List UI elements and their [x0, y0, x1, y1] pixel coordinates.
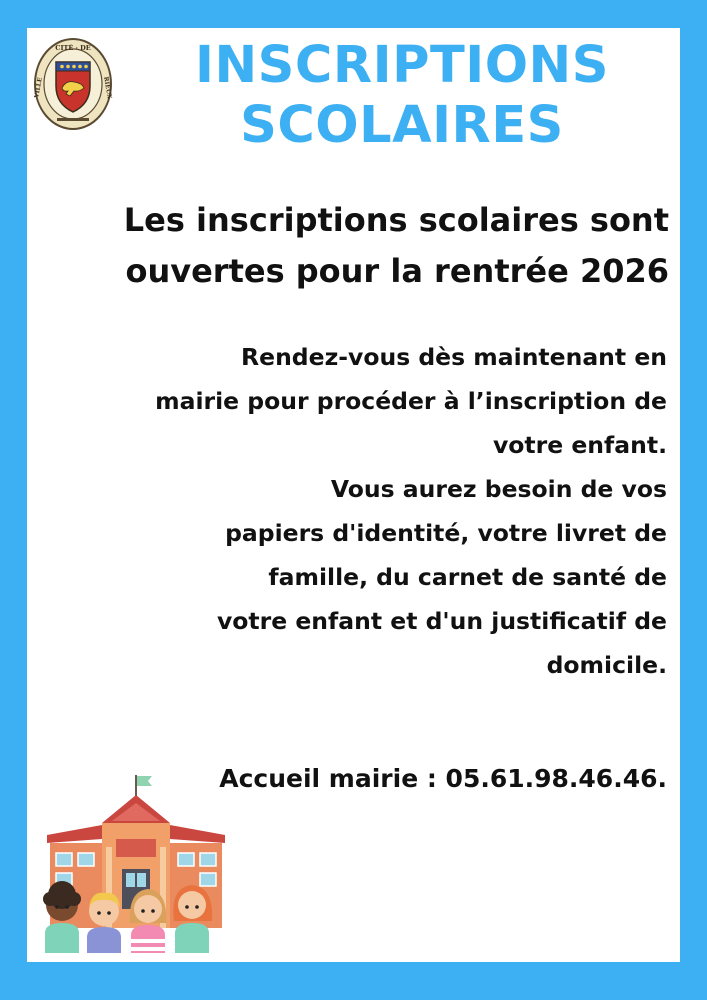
body-line: famille, du carnet de santé de	[268, 563, 667, 591]
school-building-with-children-icon	[43, 775, 225, 953]
municipal-coat-of-arms-icon	[33, 39, 113, 129]
body-line: mairie pour procéder à l’inscription de	[155, 387, 667, 415]
coat-of-arms-seal	[32, 36, 114, 132]
svg-text:CITÉ · DE: CITÉ · DE	[55, 44, 91, 52]
title-line-2: SCOLAIRES	[240, 96, 564, 155]
headline-line-2: ouvertes pour la rentrée 2026	[125, 252, 669, 290]
body-line: votre enfant.	[492, 431, 667, 459]
body-line: Vous aurez besoin de vos	[330, 475, 667, 503]
svg-text:RIEUX: RIEUX	[102, 76, 113, 100]
body-line: votre enfant et d'un justificatif de	[216, 607, 667, 635]
svg-text:VILLE: VILLE	[33, 77, 44, 99]
body-line: domicile.	[546, 651, 667, 679]
body-text	[47, 335, 667, 687]
headline-line-1: Les inscriptions scolaires sont	[123, 201, 669, 239]
contact-phone: Accueil mairie : 05.61.98.46.46.	[219, 764, 667, 793]
page-title	[167, 36, 637, 156]
headline	[47, 195, 669, 297]
title-line-1: INSCRIPTIONS	[195, 36, 609, 95]
body-line: Rendez-vous dès maintenant en	[241, 343, 667, 371]
poster	[27, 28, 680, 962]
body-line: papiers d'identité, votre livret de	[225, 519, 667, 547]
school-illustration	[42, 773, 232, 953]
